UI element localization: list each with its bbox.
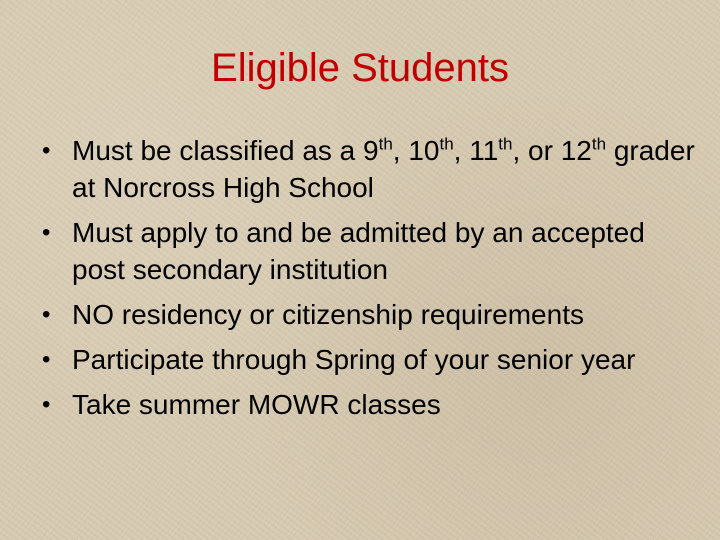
slide-title: Eligible Students [211,46,509,90]
bullet-list [38,132,698,431]
bullet-text-part: , or 12 [512,135,592,166]
bullet-text-part: grader at Norcross High School [72,135,695,203]
bullet-icon: • [42,219,51,246]
bullet-text: Take summer MOWR classes [72,389,441,420]
ordinal-suffix: th [439,134,454,154]
bullet-text-part: , 11 [453,135,499,166]
bullet-text-part: , 10 [392,135,440,166]
bullet-icon: • [42,346,51,373]
bullet-item-admission [38,214,698,288]
bullet-icon: • [42,301,51,328]
bullet-item-summer [38,386,698,423]
ordinal-suffix: th [498,134,513,154]
bullet-text-part: Must be classified as a 9 [72,135,379,166]
bullet-text: Must apply to and be admitted by an accepted post secondary institution [72,217,645,285]
ordinal-suffix: th [591,134,607,154]
bullet-text: NO residency or citizenship requirements [72,299,584,330]
bullet-icon: • [42,391,51,418]
bullet-text: Participate through Spring of your senior year [72,344,636,375]
ordinal-suffix: th [378,134,393,154]
bullet-icon: • [42,137,51,164]
bullet-item-participation [38,341,698,378]
bullet-item-grades [38,132,698,206]
bullet-item-residency [38,296,698,333]
